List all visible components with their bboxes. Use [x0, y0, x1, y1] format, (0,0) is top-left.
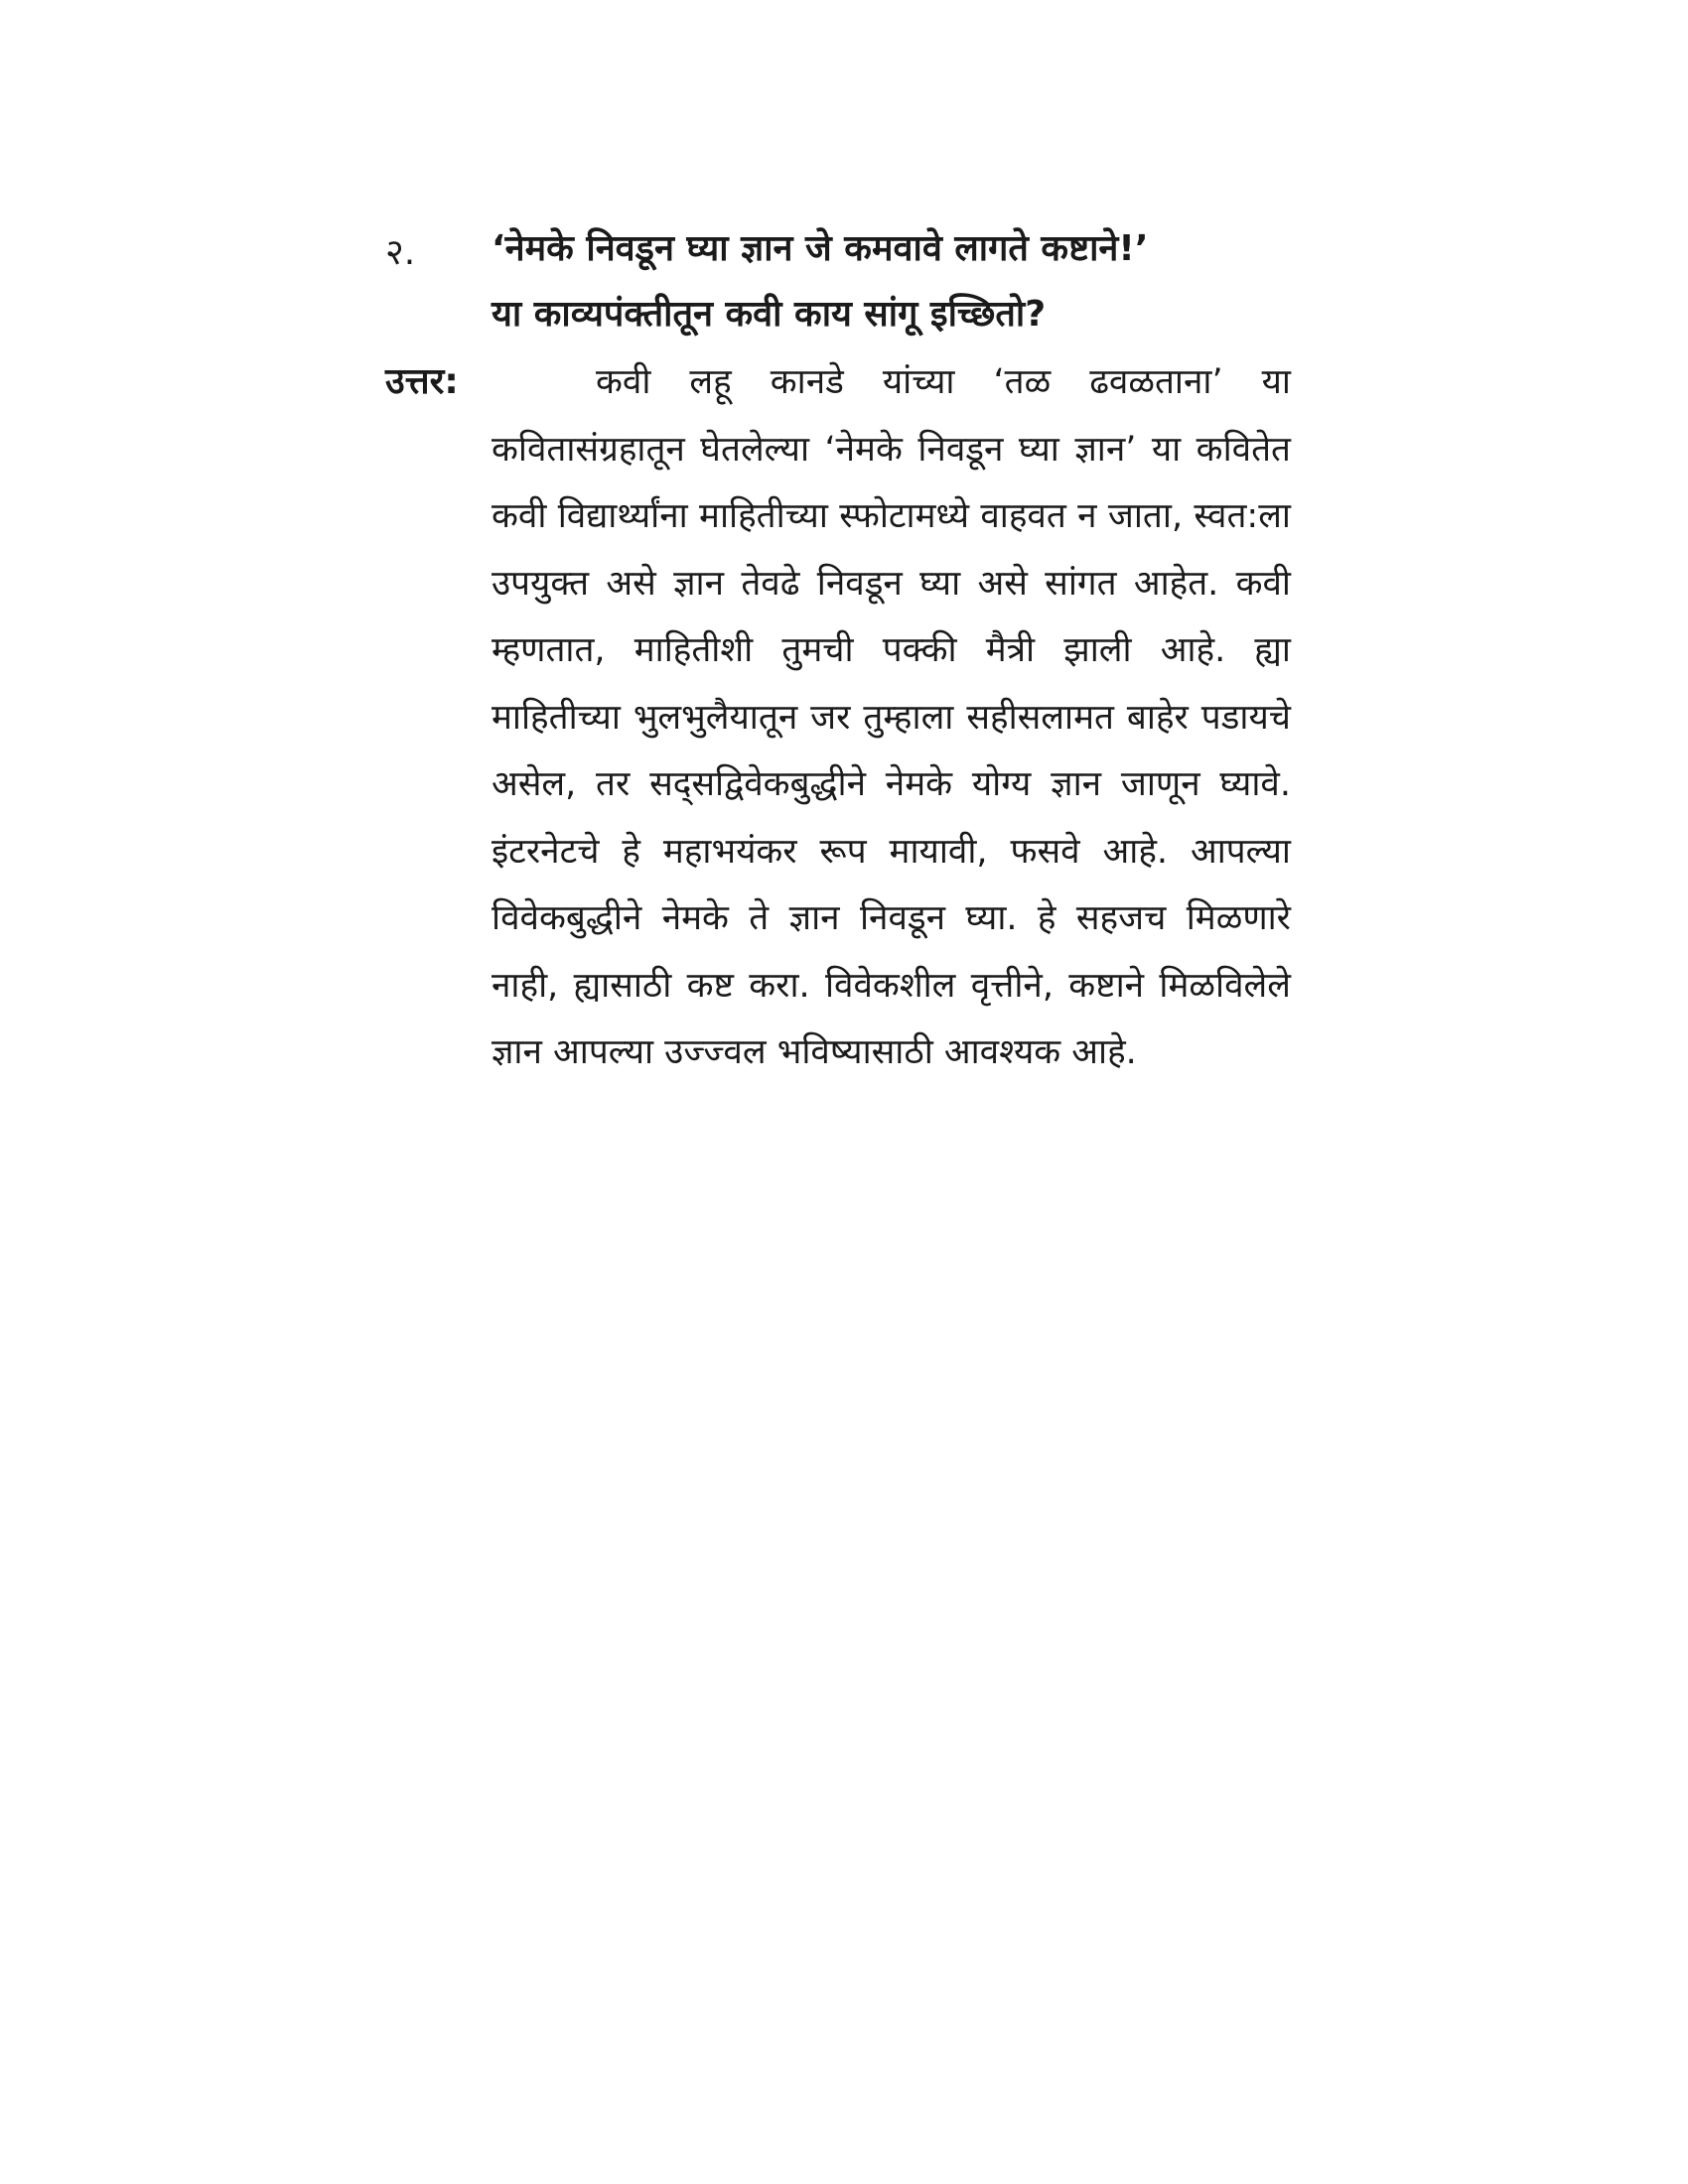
question-text [492, 216, 1306, 347]
question-number: २. [385, 232, 416, 273]
answer-paragraph: कवी लहू कानडे यांच्या ‘तळ ढवळताना’ या कवितासंग्रहातून घेतलेल्या ‘नेमके निवडून घ्या ज्ञान’ या कवितेत कवी विद्यार्थ्यांना माहितीच्या स्फोटामध्ये वाहवत न जाता, स्वत:ला उपयुक्त असे ज्ञान तेवढे निवडून घ्या असे सांगत आहेत. कवी म्हणतात, माहितीशी तुमची पक्की मैत्री झाली आहे. ह्या माहितीच्या भुलभुलैयातून जर तुम्हाला सहीसलामत बाहेर पडायचे असेल, तर सद्सद्विवेकबुद्धीने नेमके योग्य ज्ञान जाणून घ्यावे. इंटरनेटचे हे महाभयंकर रूप मायावी, फसवे आहे. आपल्या विवेकबुद्धीने नेमके ते ज्ञान निवडून घ्या. हे सहजच मिळणारे नाही, ह्यासाठी कष्ट करा. विवेकशील वृत्तीने, कष्टाने मिळविलेले ज्ञान आपल्या उज्ज्वल भविष्यासाठी आवश्यक आहे. [492, 362, 1291, 1072]
answer-label: उत्तर: [385, 361, 459, 402]
question-line-2: या काव्यपंक्तीतून कवी काय सांगू इच्छितो? [492, 294, 1047, 335]
question-line-1: ‘नेमके निवडून घ्या ज्ञान जे कमवावे लागते कष्टाने!’ [492, 228, 1149, 269]
